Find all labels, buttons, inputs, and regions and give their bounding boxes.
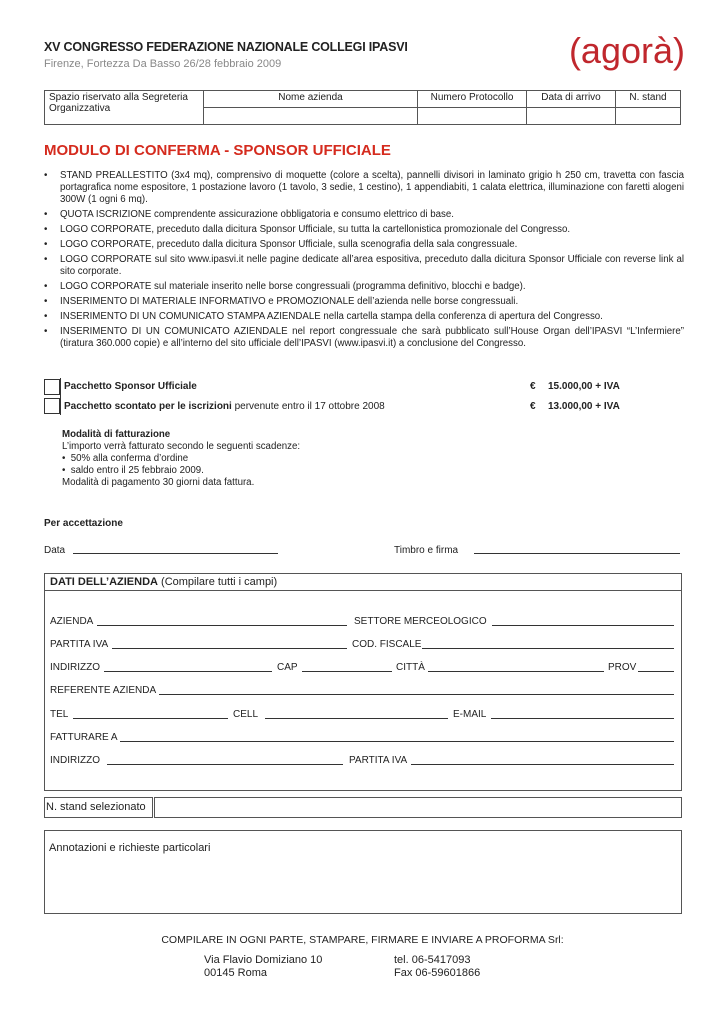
fatturare-field[interactable] (120, 731, 674, 742)
accettazione-title: Per accettazione (44, 518, 123, 529)
list-item: • LOGO CORPORATE sul sito www.ipasvi.it nelle pagine dedicate all’area espositiva, preceduto dalla dicitura Sponsor Ufficiale con reverse link al sito corporate. (44, 254, 684, 278)
indirizzo-label: INDIRIZZO (50, 662, 100, 673)
citta-label: CITTÀ (396, 662, 425, 673)
annotazioni-label: Annotazioni e richieste particolari (49, 842, 211, 854)
list-item: • INSERIMENTO DI UN COMUNICATO STAMPA AZIENDALE nella cartella stampa della conferenza di apertura del Congresso. (44, 311, 684, 323)
cap-label: CAP (277, 662, 298, 673)
partita-iva2-field[interactable] (411, 754, 674, 765)
logo-text-close: rà) (641, 30, 685, 71)
email-field[interactable] (491, 708, 674, 719)
logo-text-o: o (620, 30, 641, 71)
firma-field[interactable] (474, 543, 680, 554)
prov-field[interactable] (638, 661, 674, 672)
agora-logo (569, 30, 685, 72)
features-list (44, 170, 684, 353)
prov-label: PROV (608, 662, 637, 673)
fatturazione-item: • 50% alla conferma d’ordine (62, 453, 189, 464)
dati-azienda-title-text: DATI DELL’AZIENDA (50, 576, 158, 588)
azienda-label: AZIENDA (50, 616, 94, 627)
package-2-label (64, 401, 385, 412)
fatturazione-item-text: 50% alla conferma d’ordine (70, 453, 189, 464)
list-item: • LOGO CORPORATE, preceduto dalla dicitura Sponsor Ufficiale, su tutta la cartellonistica promozionale del Congresso. (44, 224, 684, 236)
list-item: • INSERIMENTO DI UN COMUNICATO AZIENDALE nel report congressuale che sarà pubblicato sull’House Organ dell’IPASVI “L’Infermiere” (tiratura 360.000 copie) e all’interno del sito ufficiale dell’IPASVI (www.ipasvi.it) a conclusione del Congresso. (44, 326, 684, 350)
package-1-price: 15.000,00 + IVA (548, 381, 620, 392)
package-1-checkbox[interactable] (44, 379, 60, 395)
col-nome-azienda: Nome azienda (204, 91, 418, 108)
cell-data-arrivo[interactable] (527, 108, 616, 125)
form-title: MODULO DI CONFERMA - SPONSOR UFFICIALE (44, 142, 391, 159)
referente-label: REFERENTE AZIENDA (50, 685, 157, 696)
package-1-currency: € (530, 381, 536, 392)
cell-label: CELL (233, 709, 259, 720)
indirizzo-field[interactable] (104, 661, 272, 672)
col-numero-protocollo: Numero Protocollo (418, 91, 527, 108)
package-2-name: Pacchetto scontato per le iscrizioni (64, 401, 232, 412)
fatturazione-item: • saldo entro il 25 febbraio 2009. (62, 465, 204, 476)
list-item: • QUOTA ISCRIZIONE comprendente assicurazione obbligatoria e consumo elettrico di base. (44, 209, 684, 221)
cap-field[interactable] (302, 661, 392, 672)
cod-fiscale-label: COD. FISCALE (352, 639, 422, 650)
partita-iva-field[interactable] (112, 638, 347, 649)
list-item: • LOGO CORPORATE sul materiale inserito nelle borse congressuali (programma definitivo, blocchi e badge). (44, 281, 684, 293)
data-field[interactable] (73, 543, 278, 554)
package-2-checkbox[interactable] (44, 398, 60, 414)
cell-nome-azienda[interactable] (204, 108, 418, 125)
footer-instruction: COMPILARE IN OGNI PARTE, STAMPARE, FIRMARE E INVIARE A PROFORMA Srl: (161, 934, 564, 946)
footer-tel: tel. 06-5417093 (394, 954, 471, 966)
list-item: • STAND PREALLESTITO (3x4 mq), comprensivo di moquette (colore a scelta), pannelli divisori in laminato grigio h 250 cm, travetta con fascia portagrafica nome espositore, 1 postazione lavoro (1 tavolo, 3 sedie, 1 cestino), 1 appendiabiti, 1 calata elettrica, illuminazione con faretti alogeni 300W (1 ogni 6 mq). (44, 170, 684, 206)
partita-iva2-label: PARTITA IVA (349, 755, 408, 766)
indirizzo2-label: INDIRIZZO (50, 755, 100, 766)
settore-label: SETTORE MERCEOLOGICO (354, 616, 487, 627)
dati-azienda-title (50, 576, 277, 588)
fatturazione-block (62, 429, 300, 489)
package-2-price: 13.000,00 + IVA (548, 401, 620, 412)
fatturare-label: FATTURARE A (50, 732, 118, 743)
col-data-arrivo: Data di arrivo (527, 91, 616, 108)
congress-subtitle: Firenze, Fortezza Da Basso 26/28 febbraio 2009 (44, 58, 282, 70)
cell-n-stand[interactable] (616, 108, 681, 125)
cell-numero-protocollo[interactable] (418, 108, 527, 125)
col-n-stand: N. stand (616, 91, 681, 108)
settore-field[interactable] (492, 615, 674, 626)
email-label: E-MAIL (453, 709, 487, 720)
segreteria-table (44, 90, 681, 125)
footer-fax: Fax 06-59601866 (394, 967, 481, 979)
footer-address-1: Via Flavio Domiziano 10 (204, 954, 323, 966)
footer-address-2: 00145 Roma (204, 967, 267, 979)
tel-field[interactable] (73, 708, 228, 719)
indirizzo2-field[interactable] (107, 754, 343, 765)
package-1-name: Pacchetto Sponsor Ufficiale (64, 381, 197, 392)
fatturazione-payment: Modalità di pagamento 30 giorni data fattura. (62, 477, 255, 488)
fatturazione-intro: L’importo verrà fatturato secondo le seguenti scadenze: (62, 441, 301, 452)
package-2-currency: € (530, 401, 536, 412)
stand-input[interactable] (154, 797, 682, 818)
list-item: • INSERIMENTO DI MATERIALE INFORMATIVO e PROMOZIONALE dell’azienda nelle borse congressuali. (44, 296, 684, 308)
segreteria-label: Spazio riservato alla Segreteria Organizzativa (45, 91, 204, 125)
list-item: • LOGO CORPORATE, preceduto dalla dicitura Sponsor Ufficiale, sulla scenografia della sala congressuale. (44, 239, 684, 251)
data-label: Data (44, 545, 66, 556)
partita-iva-label: PARTITA IVA (50, 639, 109, 650)
package-2-note: pervenute entro il 17 ottobre 2008 (231, 401, 385, 412)
logo-text-open: (ag (568, 30, 621, 71)
cell-field[interactable] (265, 708, 448, 719)
stand-label: N. stand selezionato (46, 801, 146, 813)
fatturazione-title: Modalità di fatturazione (62, 429, 171, 440)
cod-fiscale-field[interactable] (422, 638, 674, 649)
firma-label: Timbro e firma (394, 545, 459, 556)
tel-label: TEL (50, 709, 69, 720)
citta-field[interactable] (428, 661, 604, 672)
dati-azienda-title-note: (Compilare tutti i campi) (157, 576, 278, 588)
fatturazione-item-text: saldo entro il 25 febbraio 2009. (70, 465, 204, 476)
congress-title: XV CONGRESSO FEDERAZIONE NAZIONALE COLLEGI IPASVI (44, 40, 408, 54)
referente-field[interactable] (159, 684, 674, 695)
packages-divider (60, 378, 61, 415)
azienda-field[interactable] (97, 615, 347, 626)
